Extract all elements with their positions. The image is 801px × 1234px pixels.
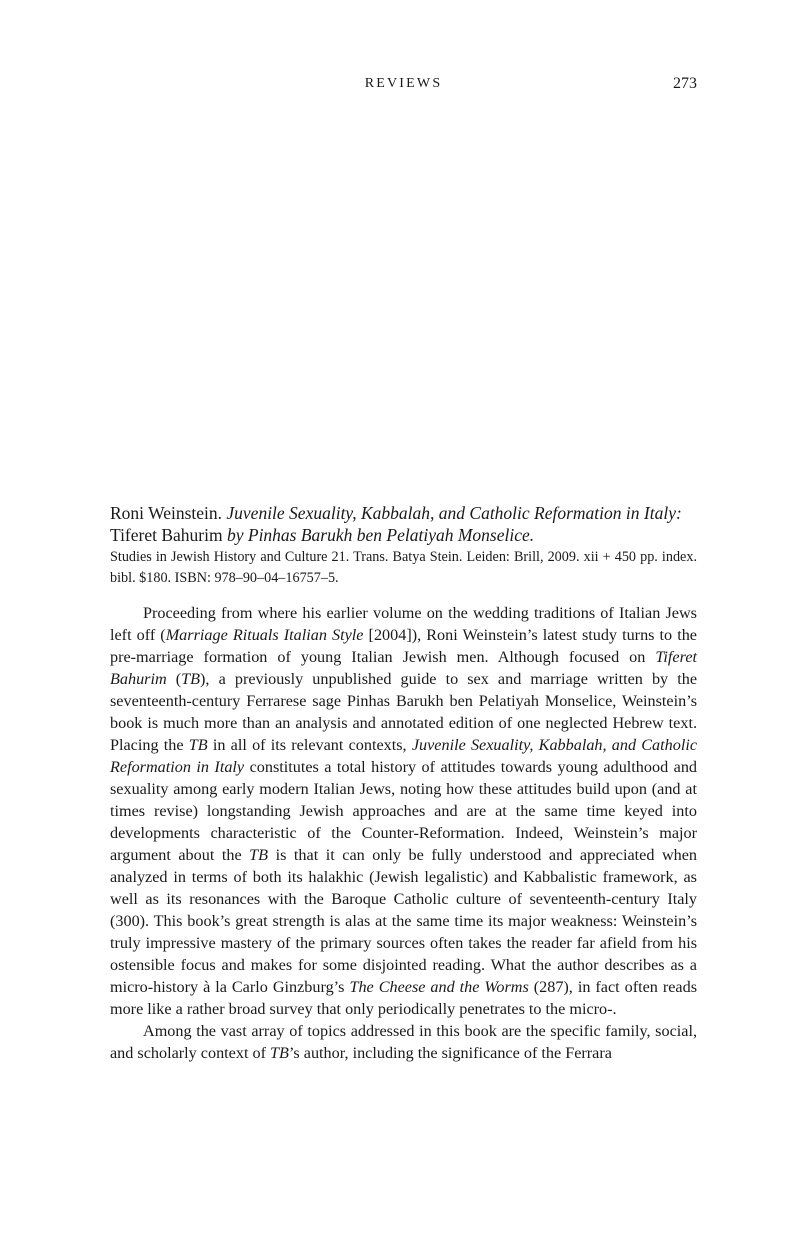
publication-details: Studies in Jewish History and Culture 21. Trans. Batya Stein. Leiden: Brill, 2009. xii + 450 pp. index. bibl. $180. ISBN: 978–90–04–16757–5. xyxy=(110,549,697,586)
review-body xyxy=(110,602,697,1064)
text-run: Proceeding from where his earlier volume on the wedding traditions of Italian Jews left off ( xyxy=(110,604,697,644)
italic-abbrev: TB xyxy=(188,736,208,754)
running-title: REVIEWS xyxy=(364,76,443,91)
book-title-roman: Tiferet Bahurim xyxy=(110,525,223,545)
text-run: [2004]), Roni Weinstein’s latest study turns to the pre-marriage formation of young Italian Jewish men. Although focused on xyxy=(110,626,697,666)
text-run: constitutes a total history of attitudes towards young adulthood and sexuality among early modern Italian Jews, noting how these attitudes build upon (and at times revise) longstanding Jewish approaches and are at the same time keyed into developments characteristic of the Counter-Reformation. Indeed, Weinstein’s major argument about the xyxy=(110,758,698,864)
italic-abbrev: TB xyxy=(249,846,269,864)
review-paragraph-1 xyxy=(110,602,697,1020)
italic-title: The Cheese and the Worms xyxy=(349,978,529,996)
book-title-byline: by Pinhas Barukh ben Pelatiyah Monselice. xyxy=(226,525,535,545)
italic-title: Marriage Rituals Italian Style xyxy=(165,626,364,644)
review-author: Roni Weinstein. xyxy=(110,503,223,523)
text-run: in all of its relevant contexts, xyxy=(207,736,412,754)
text-run: (287), in fact often reads more like a rather broad survey that only periodically penetrates to the micro-. xyxy=(110,978,697,1018)
text-run: Among the vast array of topics addressed in this book are the specific family, social, and scholarly context of xyxy=(110,1022,697,1062)
italic-abbrev: TB xyxy=(181,670,201,688)
book-title-italic: Juvenile Sexuality, Kabbalah, and Catholic Reformation in Italy: xyxy=(226,503,682,523)
text-run: is that it can only be fully understood and appreciated when analyzed in terms of both its halakhic (Jewish legalistic) and Kabbalistic framework, as well as its resonances with the Baroque Catholic culture of seventeenth-century Italy (300). This book’s great strength is alas at the same time its major weakness: Weinstein’s truly impressive mastery of the primary sources often takes the reader far afield from his ostensible focus and makes for some disjointed reading. What the author describes as a micro-history à la Carlo Ginzburg’s xyxy=(110,846,698,996)
book-citation xyxy=(110,502,697,546)
page-number: 273 xyxy=(673,75,697,92)
italic-abbrev: TB xyxy=(270,1044,289,1062)
review-entry xyxy=(110,502,697,1064)
text-run: ’s author, including the significance of the Ferrara xyxy=(288,1044,612,1062)
review-paragraph-2 xyxy=(110,1020,697,1064)
text-run: ( xyxy=(166,670,182,688)
text-run: ), a previously unpublished guide to sex and marriage written by the seventeenth-century Ferrarese sage Pinhas Barukh ben Pelatiyah Monselice, Weinstein’s book is much more than an analysis and annotated edition of one neglected Hebrew text. Placing the xyxy=(110,670,697,754)
italic-title: Tiferet Bahurim xyxy=(110,648,697,688)
running-head xyxy=(110,74,697,94)
italic-title: Juvenile Sexuality, Kabbalah, and Catholic Reformation in Italy xyxy=(110,736,698,776)
